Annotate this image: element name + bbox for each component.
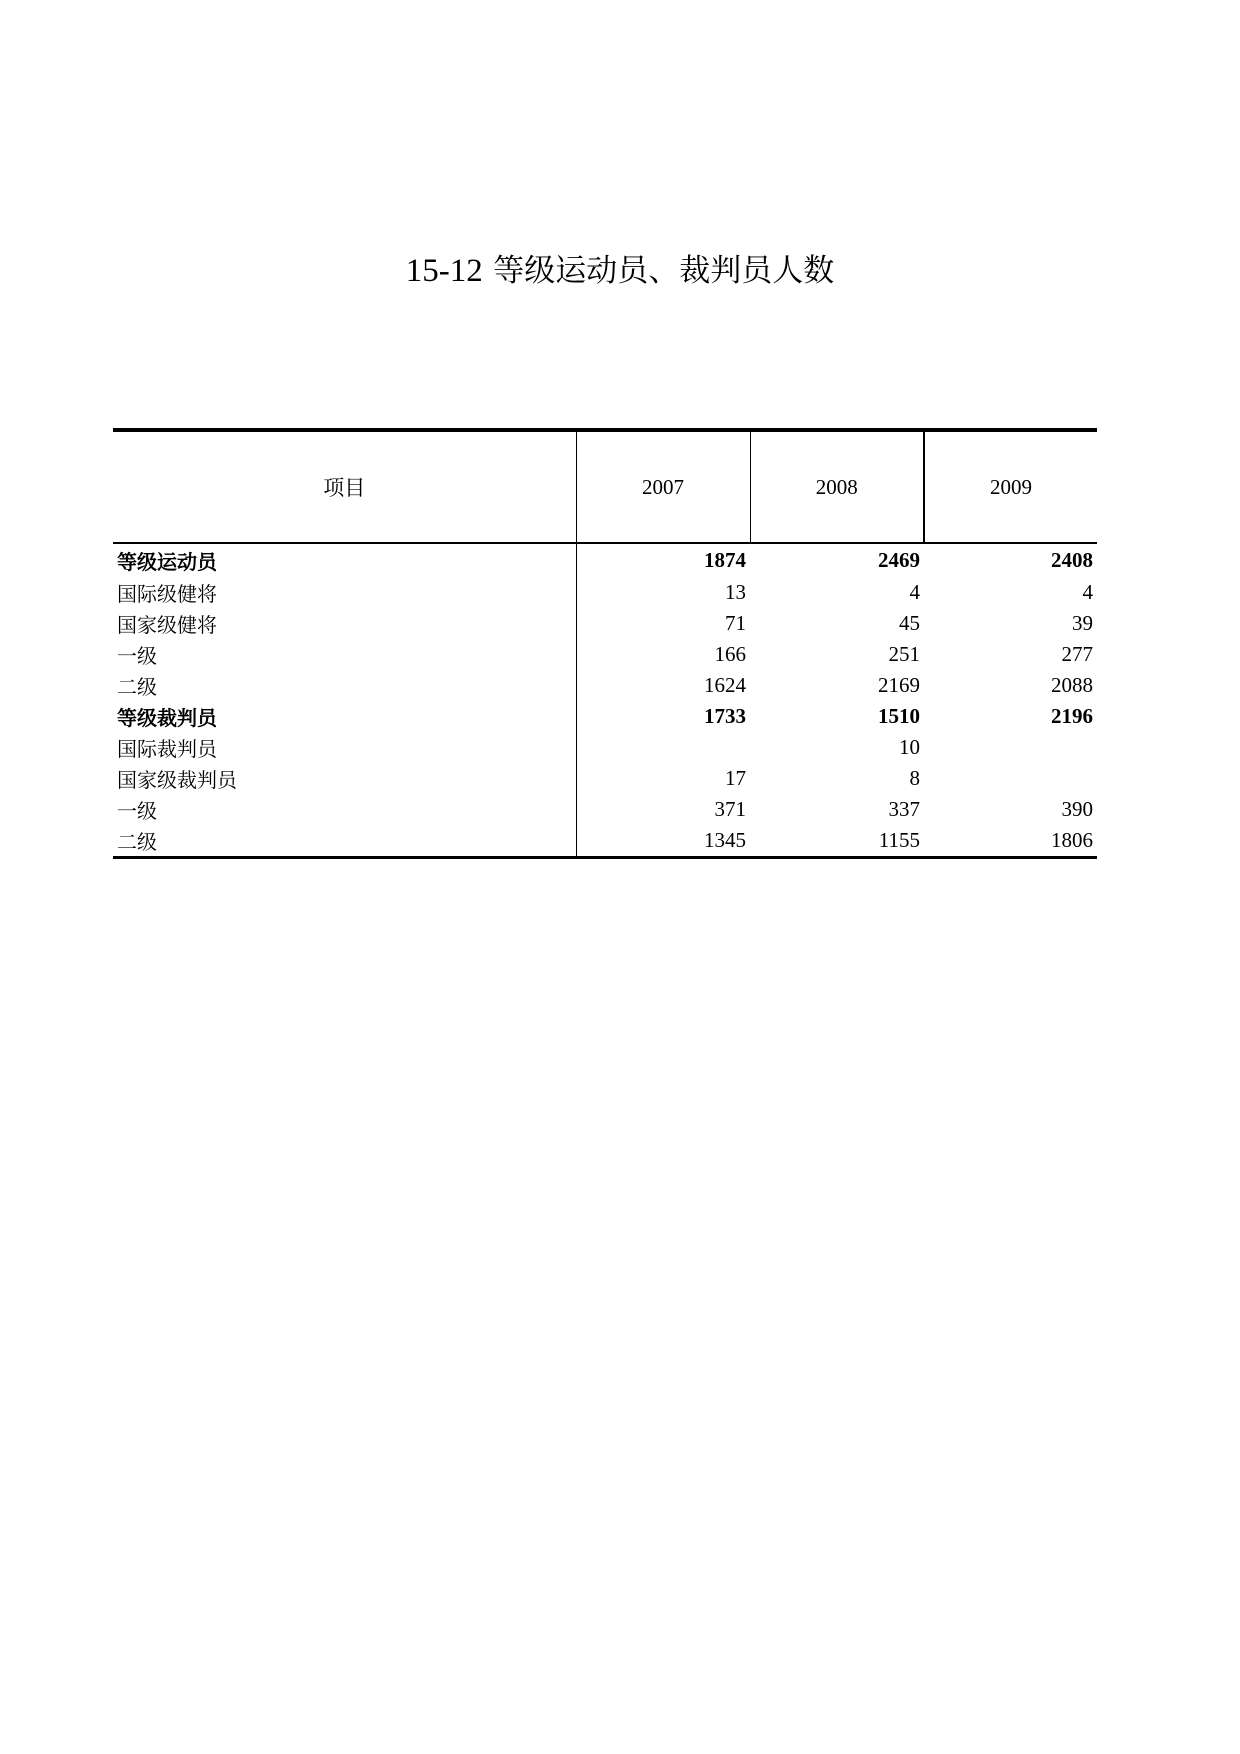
cell-2009 (924, 732, 1097, 763)
header-year-2007: 2007 (576, 430, 750, 543)
table-row (113, 825, 1097, 858)
cell-2009: 39 (1072, 611, 1093, 635)
table-row (113, 577, 1097, 608)
row-label: 国家级健将 (113, 608, 576, 639)
table-row (113, 543, 1097, 577)
table-row (113, 608, 1097, 639)
cell-2007: 1624 (704, 673, 746, 697)
header-item: 项目 (113, 430, 576, 543)
cell-2008: 2469 (878, 548, 920, 572)
page-title (0, 248, 1240, 293)
cell-2007: 371 (714, 797, 746, 821)
cell-2007: 17 (725, 766, 746, 790)
cell-2008: 337 (888, 797, 920, 821)
row-label: 二级 (113, 825, 576, 858)
table-row (113, 639, 1097, 670)
row-label: 国际级健将 (113, 577, 576, 608)
cell-2007: 1345 (704, 828, 746, 852)
row-label: 国家级裁判员 (113, 763, 576, 794)
cell-2007: 166 (714, 642, 746, 666)
cell-2008: 8 (909, 766, 920, 790)
statistics-table (113, 428, 1097, 859)
table-body (113, 543, 1097, 858)
row-label: 等级裁判员 (113, 701, 576, 732)
table-row (113, 670, 1097, 701)
table-header (113, 430, 1097, 543)
cell-2008: 2169 (878, 673, 920, 697)
cell-2009: 4 (1082, 580, 1093, 604)
row-label: 国际裁判员 (113, 732, 576, 763)
cell-2008: 10 (899, 735, 920, 759)
cell-2008: 251 (888, 642, 920, 666)
row-label: 二级 (113, 670, 576, 701)
header-row (113, 430, 1097, 543)
cell-2007: 13 (725, 580, 746, 604)
cell-2009: 390 (1061, 797, 1093, 821)
cell-2009: 2196 (1051, 704, 1093, 728)
title-text: 等级运动员、裁判员人数 (493, 253, 835, 289)
title-number: 15-12 (405, 253, 483, 289)
cell-2009: 2088 (1051, 673, 1093, 697)
table-row (113, 794, 1097, 825)
row-label: 一级 (113, 639, 576, 670)
cell-2009 (924, 763, 1097, 794)
row-label: 等级运动员 (113, 543, 576, 577)
header-year-2009: 2009 (924, 430, 1097, 543)
cell-2007: 71 (725, 611, 746, 635)
cell-2009: 1806 (1051, 828, 1093, 852)
cell-2008: 4 (909, 580, 920, 604)
header-year-2008: 2008 (750, 430, 924, 543)
cell-2007: 1733 (704, 704, 746, 728)
cell-2007 (576, 732, 750, 763)
table-row (113, 763, 1097, 794)
cell-2008: 1510 (878, 704, 920, 728)
table-row (113, 701, 1097, 732)
table-row (113, 732, 1097, 763)
cell-2008: 1155 (878, 828, 920, 852)
row-label: 一级 (113, 794, 576, 825)
cell-2007: 1874 (704, 548, 746, 572)
cell-2008: 45 (899, 611, 920, 635)
cell-2009: 2408 (1051, 548, 1093, 572)
cell-2009: 277 (1061, 642, 1093, 666)
